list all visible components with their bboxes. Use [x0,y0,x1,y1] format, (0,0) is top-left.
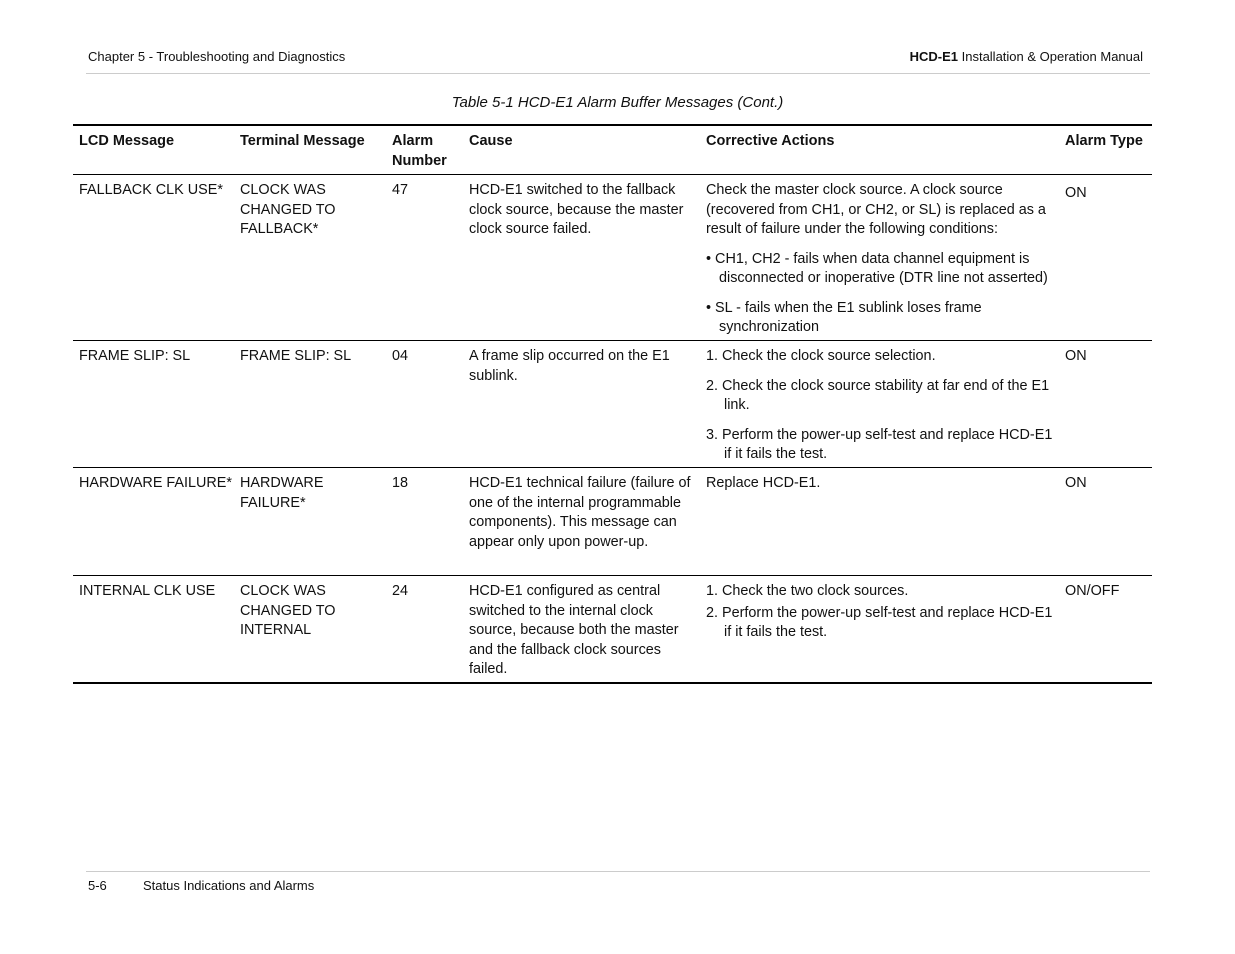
lcd-message: HARDWARE FAILURE* [79,475,232,491]
corrective-actions [706,474,1058,504]
corrective-actions [706,582,1058,645]
table-row [73,175,1152,341]
corrective-actions [706,347,1058,475]
footer-section: Status Indications and Alarms [143,878,315,893]
cause: A frame slip occurred on the E1 sublink. [469,348,670,384]
alarm-type: ON [1065,185,1087,201]
action-step: 1. Check the two clock sources. [706,583,909,599]
product-name: HCD-E1 [909,49,958,64]
action-text: Check the master clock source. A clock source (recovered from CH1, or CH2, or SL) is replaced as a result of failure under the following conditions: [706,182,1046,237]
column-header: Corrective Actions [706,133,835,149]
action-step: 3. Perform the power-up self-test and replace HCD-E1 if it fails the test. [706,426,1053,462]
running-header-chapter: Chapter 5 - Troubleshooting and Diagnostics [88,49,346,64]
bullet-icon: • [706,250,716,267]
running-header-manual [910,49,1143,64]
column-header: Cause [469,133,513,149]
cause: HCD-E1 switched to the fallback clock source, because the master clock source failed. [469,182,684,237]
table-caption: Table 5-1 HCD-E1 Alarm Buffer Messages (Cont.) [451,94,784,111]
footer-rule [86,871,1150,872]
action-bullet-text: CH1, CH2 - fails when data channel equipment is disconnected or inoperative (DTR line not asserted) [715,250,1048,286]
alarm-type: ON/OFF [1065,583,1120,599]
lcd-message: INTERNAL CLK USE [79,583,216,599]
alarm-number: 24 [392,583,409,599]
action-step: 1. Check the clock source selection. [706,348,936,364]
page-number: 5-6 [88,878,107,893]
column-header: Alarm Number [392,133,447,169]
table-row [73,341,1152,468]
lcd-message: FRAME SLIP: SL [79,348,191,364]
alarm-messages-table [73,124,1152,684]
column-header: Terminal Message [240,133,365,149]
action-bullet-text: SL - fails when the E1 sublink loses frame synchronization [715,299,982,335]
alarm-number: 47 [392,182,409,198]
terminal-message: FRAME SLIP: SL [240,348,352,364]
terminal-message: HARDWARE FAILURE* [240,475,324,511]
alarm-type: ON [1065,475,1087,491]
corrective-actions [706,181,1058,348]
column-header: Alarm Type [1065,133,1143,149]
manual-title: Installation & Operation Manual [958,49,1143,64]
column-header: LCD Message [79,133,175,149]
header-rule [86,73,1150,74]
table-row [73,576,1152,682]
table-row [73,468,1152,576]
alarm-number: 04 [392,348,409,364]
action-bullet [706,299,1058,338]
alarm-number: 18 [392,475,409,491]
cause: HCD-E1 technical failure (failure of one of the internal programmable components). This message can appear only upon power-up. [469,475,691,550]
cause: HCD-E1 configured as central switched to the internal clock source, because both the master and the fallback clock sources failed. [469,583,679,677]
alarm-type: ON [1065,348,1087,364]
terminal-message: CLOCK WAS CHANGED TO FALLBACK* [240,182,336,237]
table-header-row [73,126,1152,175]
bullet-icon: • [706,299,716,316]
lcd-message: FALLBACK CLK USE* [79,182,223,198]
action-step: 2. Perform the power-up self-test and replace HCD-E1 if it fails the test. [706,604,1053,640]
action-bullet [706,250,1058,289]
terminal-message: CLOCK WAS CHANGED TO INTERNAL [240,583,336,638]
action-text: Replace HCD-E1. [706,475,821,491]
action-step: 2. Check the clock source stability at far end of the E1 link. [706,377,1050,413]
